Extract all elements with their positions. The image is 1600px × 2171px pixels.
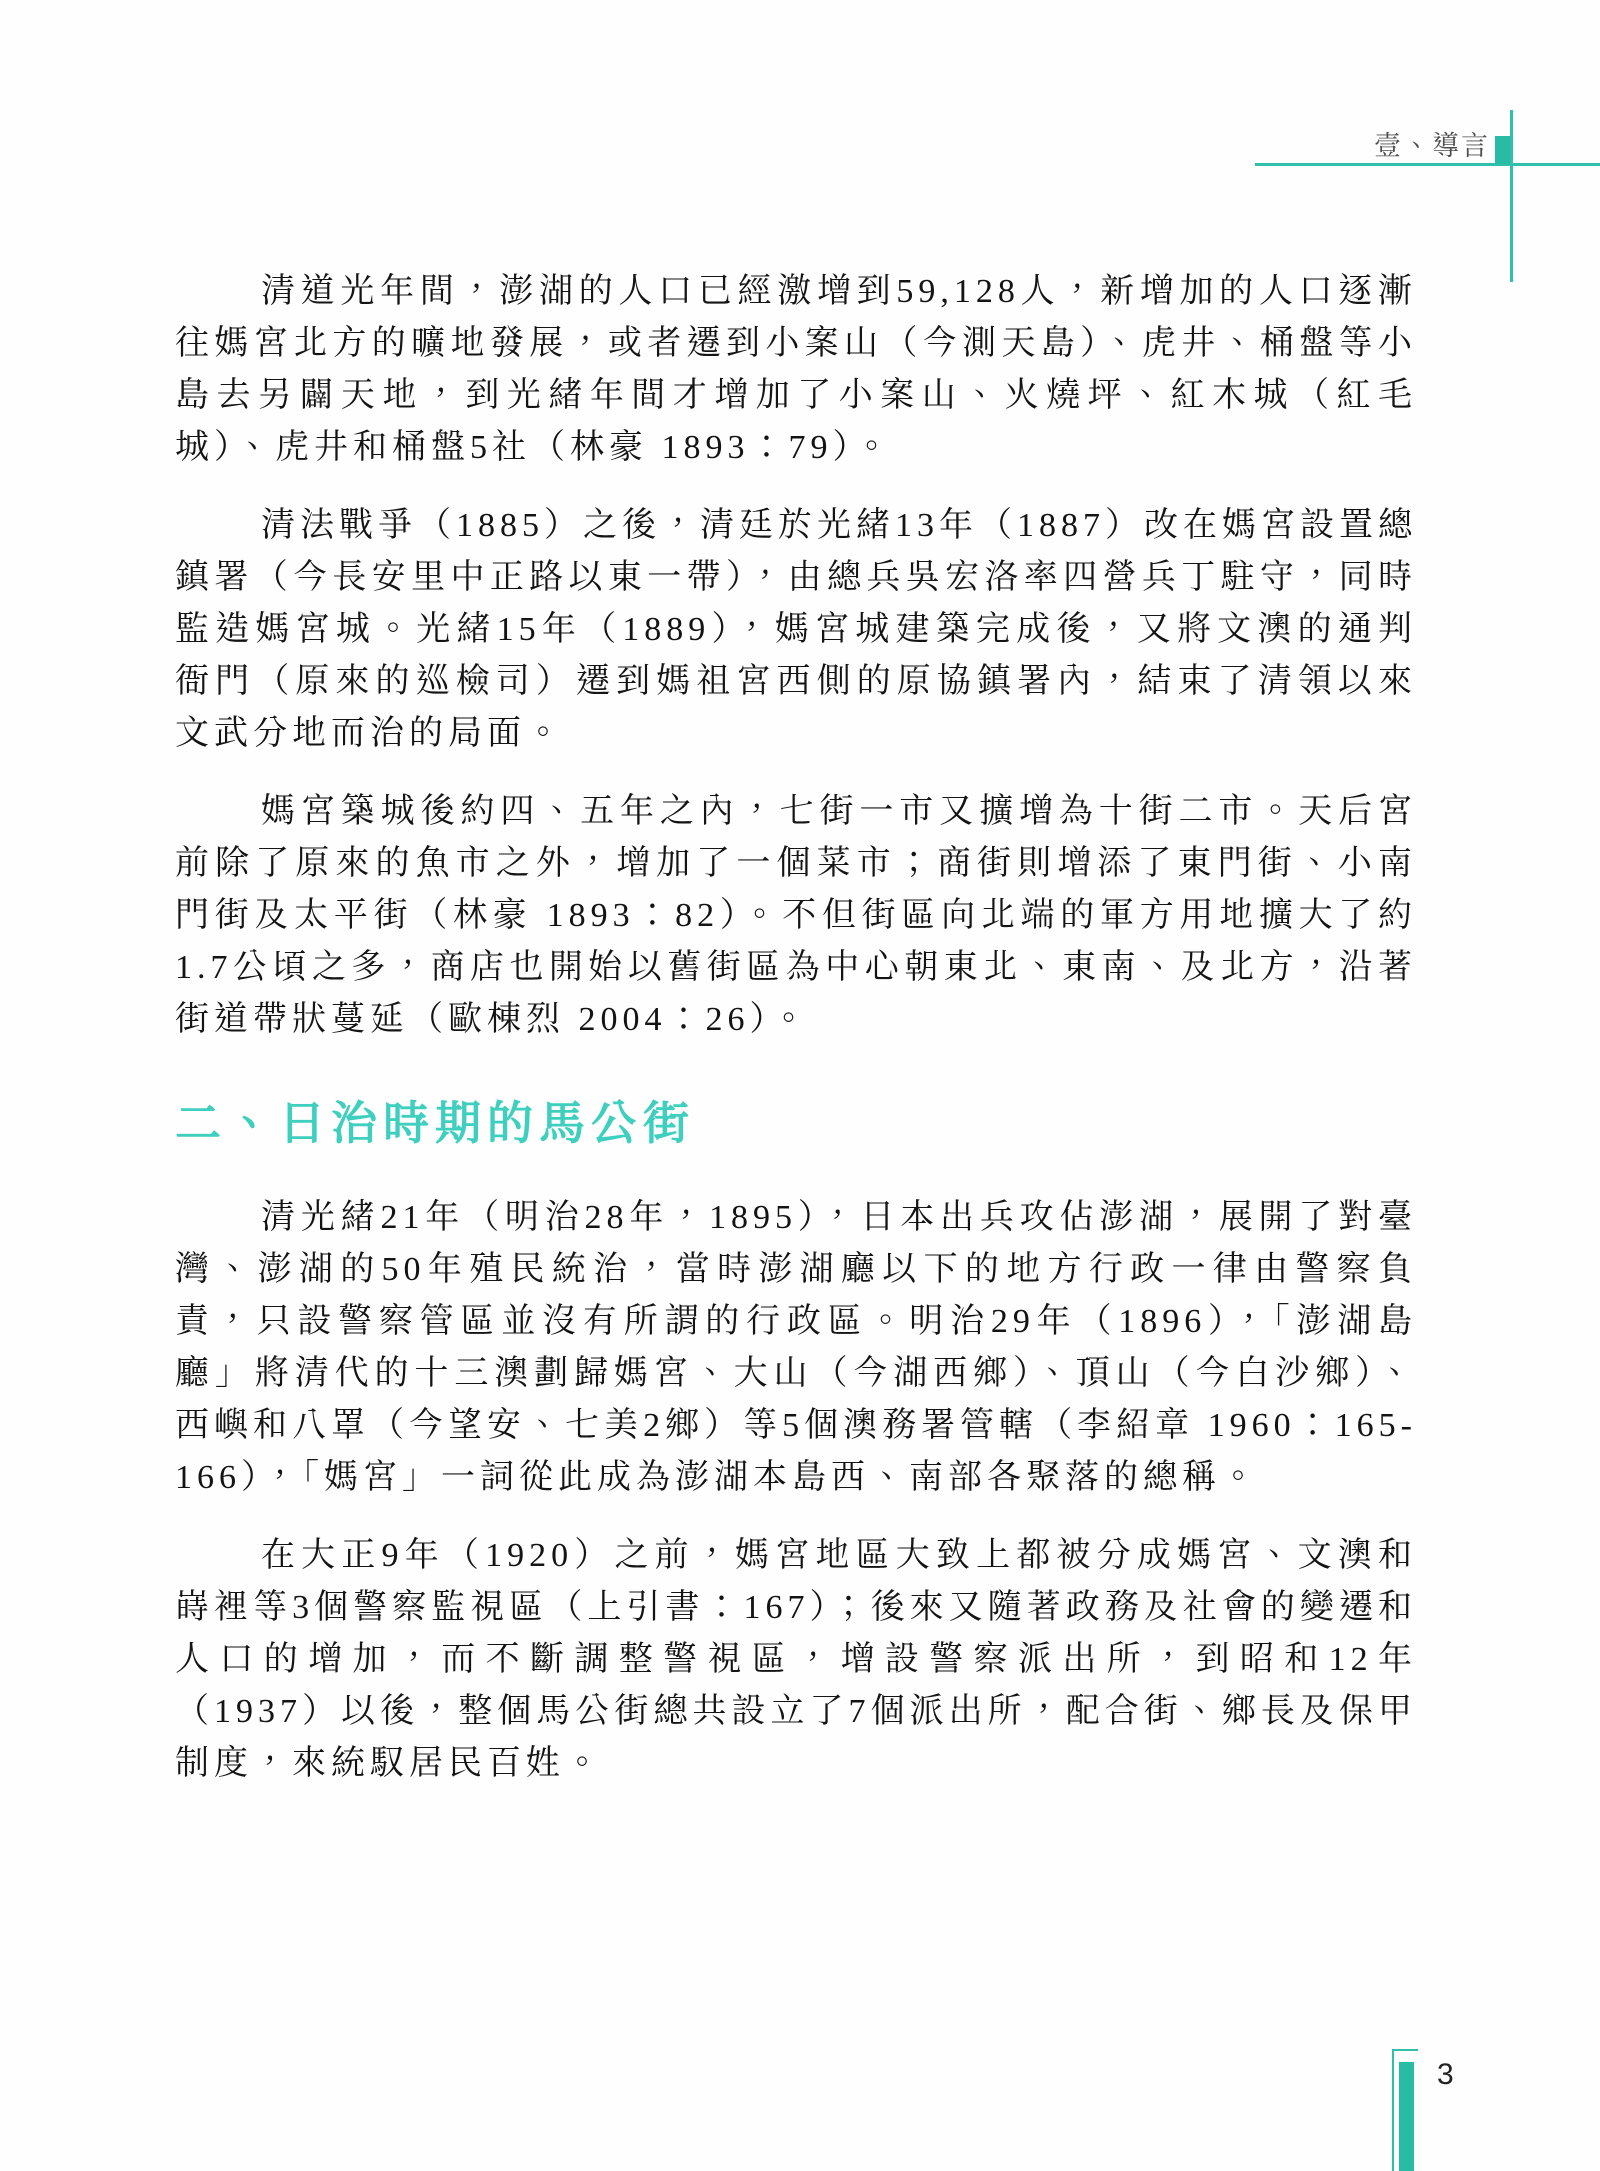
paragraph-japanese-occupation: 清光緒21年（明治28年，1895），日本出兵攻佔澎湖，展開了對臺灣、澎湖的50年殖民統治，當時澎湖廳以下的地方行政一律由警察負責，只設警察管區並沒有所謂的行政區。明治29年（1896），「澎湖島廳」將清代的十三澳劃歸媽宮、大山（今湖西鄉）、頂山（今白沙鄉）、西嶼和八罩（今望安、七美2鄉）等5個澳務署管轄（李紹章 1960：165-166），「媽宮」一詞從此成為澎湖本島西、南部各聚落的總稱。 [175, 1199, 1417, 1496]
header-rule-line [1255, 163, 1600, 166]
page-body [175, 266, 1417, 1816]
page-number: 3 [1437, 2058, 1454, 2091]
running-header-label: 壹、導言 [1374, 131, 1490, 161]
paragraph-qing-daoguang: 清道光年間，澎湖的人口已經激增到59,128人，新增加的人口逐漸往媽宮北方的曠地發展，或者遷到小案山（今測天島）、虎井、桶盤等小島去另闢天地，到光緒年間才增加了小案山、火燒坪、紅木城（紅毛城）、虎井和桶盤5社（林豪 1893：79）。 [175, 273, 1417, 466]
header-accent-vline [1510, 110, 1513, 282]
footer-accent-bar [1399, 2062, 1414, 2171]
header-accent-square [1495, 136, 1511, 164]
paragraph-sino-french-war: 清法戰爭（1885）之後，清廷於光緒13年（1887）改在媽宮設置總鎮署（今長安里中正路以東一帶），由總兵吳宏洛率四營兵丁駐守，同時監造媽宮城。光緒15年（1889），媽宮城建築完成後，又將文澳的通判衙門（原來的巡檢司）遷到媽祖宮西側的原協鎮署內，結束了清領以來文武分地而治的局面。 [175, 507, 1417, 752]
paragraph-magong-city-wall: 媽宮築城後約四、五年之內，七街一市又擴增為十街二市。天后宮前除了原來的魚市之外，增加了一個菜市；商街則增添了東門街、小南門街及太平街（林豪 1893：82）。不但街區向北端的軍方用地擴大了約1.7公頃之多，商店也開始以舊街區為中心朝東北、東南、及北方，沿著街道帶狀蔓延（歐棟烈 2004：26）。 [175, 793, 1417, 1038]
paragraph-taisho-police-districts: 在大正9年（1920）之前，媽宮地區大致上都被分成媽宮、文澳和嵵裡等3個警察監視區（上引書：167）；後來又隨著政務及社會的變遷和人口的增加，而不斷調整警視區，增設警察派出所，到昭和12年（1937）以後，整個馬公街總共設立了7個派出所，配合街、鄉長及保甲制度，來統馭居民百姓。 [175, 1537, 1417, 1782]
section-heading: 二、日治時期的馬公街 [175, 1098, 695, 1149]
